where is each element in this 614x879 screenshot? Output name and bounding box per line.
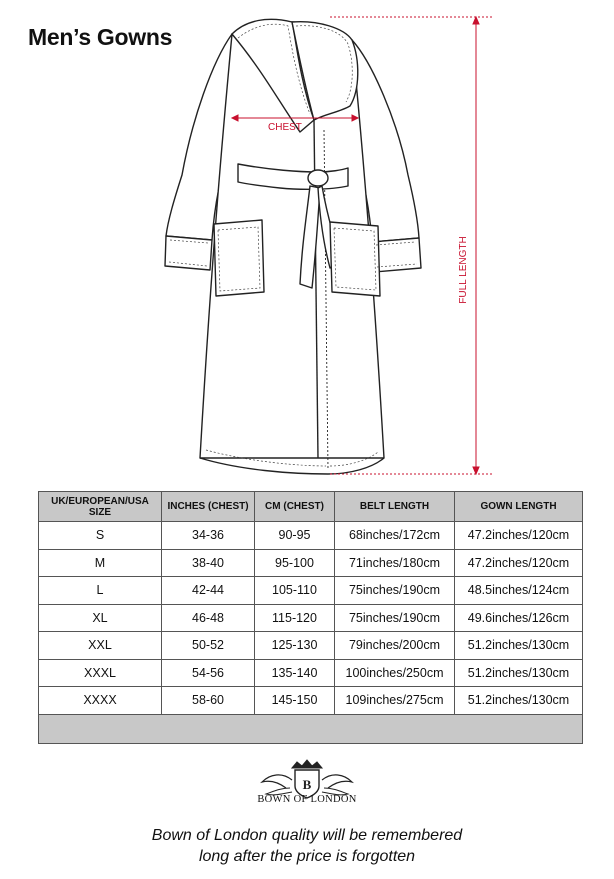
cell-inches: 58-60 <box>162 687 255 715</box>
full-length-label: FULL LENGTH <box>458 236 469 304</box>
cell-gown: 51.2inches/130cm <box>455 659 583 687</box>
cell-cm: 145-150 <box>255 687 335 715</box>
cell-cm: 105-110 <box>255 577 335 605</box>
cell-cm: 95-100 <box>255 549 335 577</box>
cell-cm: 90-95 <box>255 522 335 550</box>
cell-belt: 71inches/180cm <box>335 549 455 577</box>
cell-gown: 49.6inches/126cm <box>455 604 583 632</box>
cell-cm: 115-120 <box>255 604 335 632</box>
table-row <box>39 522 583 550</box>
cell-inches: 46-48 <box>162 604 255 632</box>
logo-letter: B <box>302 777 312 792</box>
chest-label: CHEST <box>268 122 302 133</box>
cell-cm: 135-140 <box>255 659 335 687</box>
cell-size: XL <box>39 604 162 632</box>
cell-belt: 68inches/172cm <box>335 522 455 550</box>
cell-belt: 100inches/250cm <box>335 659 455 687</box>
cell-inches: 54-56 <box>162 659 255 687</box>
size-table <box>38 491 583 744</box>
cell-inches: 50-52 <box>162 632 255 660</box>
cell-gown: 48.5inches/124cm <box>455 577 583 605</box>
cell-inches: 42-44 <box>162 577 255 605</box>
cell-belt: 75inches/190cm <box>335 604 455 632</box>
cell-belt: 109inches/275cm <box>335 687 455 715</box>
cell-size: XXXL <box>39 659 162 687</box>
header-inches-chest: INCHES (CHEST) <box>162 492 255 522</box>
header-gown-length: GOWN LENGTH <box>455 492 583 522</box>
cell-belt: 75inches/190cm <box>335 577 455 605</box>
table-row <box>39 632 583 660</box>
table-footer-bar <box>39 714 583 743</box>
page-title: Men’s Gowns <box>28 24 173 50</box>
header-belt-length: BELT LENGTH <box>335 492 455 522</box>
table-row <box>39 604 583 632</box>
table-row <box>39 659 583 687</box>
left-cuff <box>165 236 212 270</box>
cell-size: S <box>39 522 162 550</box>
cell-gown: 47.2inches/120cm <box>455 549 583 577</box>
tagline <box>0 825 614 867</box>
cell-size: M <box>39 549 162 577</box>
cell-inches: 38-40 <box>162 549 255 577</box>
pocket-left <box>214 220 264 296</box>
cell-size: L <box>39 577 162 605</box>
pocket-right <box>330 222 380 296</box>
cell-size: XXXX <box>39 687 162 715</box>
tagline-line-2: long after the price is forgotten <box>198 848 416 865</box>
table-header-row <box>39 492 583 522</box>
cell-cm: 125-130 <box>255 632 335 660</box>
tagline-line-1: Bown of London quality will be remembered <box>151 827 463 844</box>
table-row <box>39 687 583 715</box>
cell-inches: 34-36 <box>162 522 255 550</box>
header-size: UK/EUROPEAN/USA SIZE <box>39 492 162 522</box>
header-cm-chest: CM (CHEST) <box>255 492 335 522</box>
cell-gown: 51.2inches/130cm <box>455 687 583 715</box>
table-footer-row <box>39 714 583 743</box>
cell-gown: 51.2inches/130cm <box>455 632 583 660</box>
brand-name: BOWN OF LONDON <box>257 794 357 805</box>
cell-gown: 47.2inches/120cm <box>455 522 583 550</box>
table-row <box>39 549 583 577</box>
table-row <box>39 577 583 605</box>
cell-belt: 79inches/200cm <box>335 632 455 660</box>
cell-size: XXL <box>39 632 162 660</box>
